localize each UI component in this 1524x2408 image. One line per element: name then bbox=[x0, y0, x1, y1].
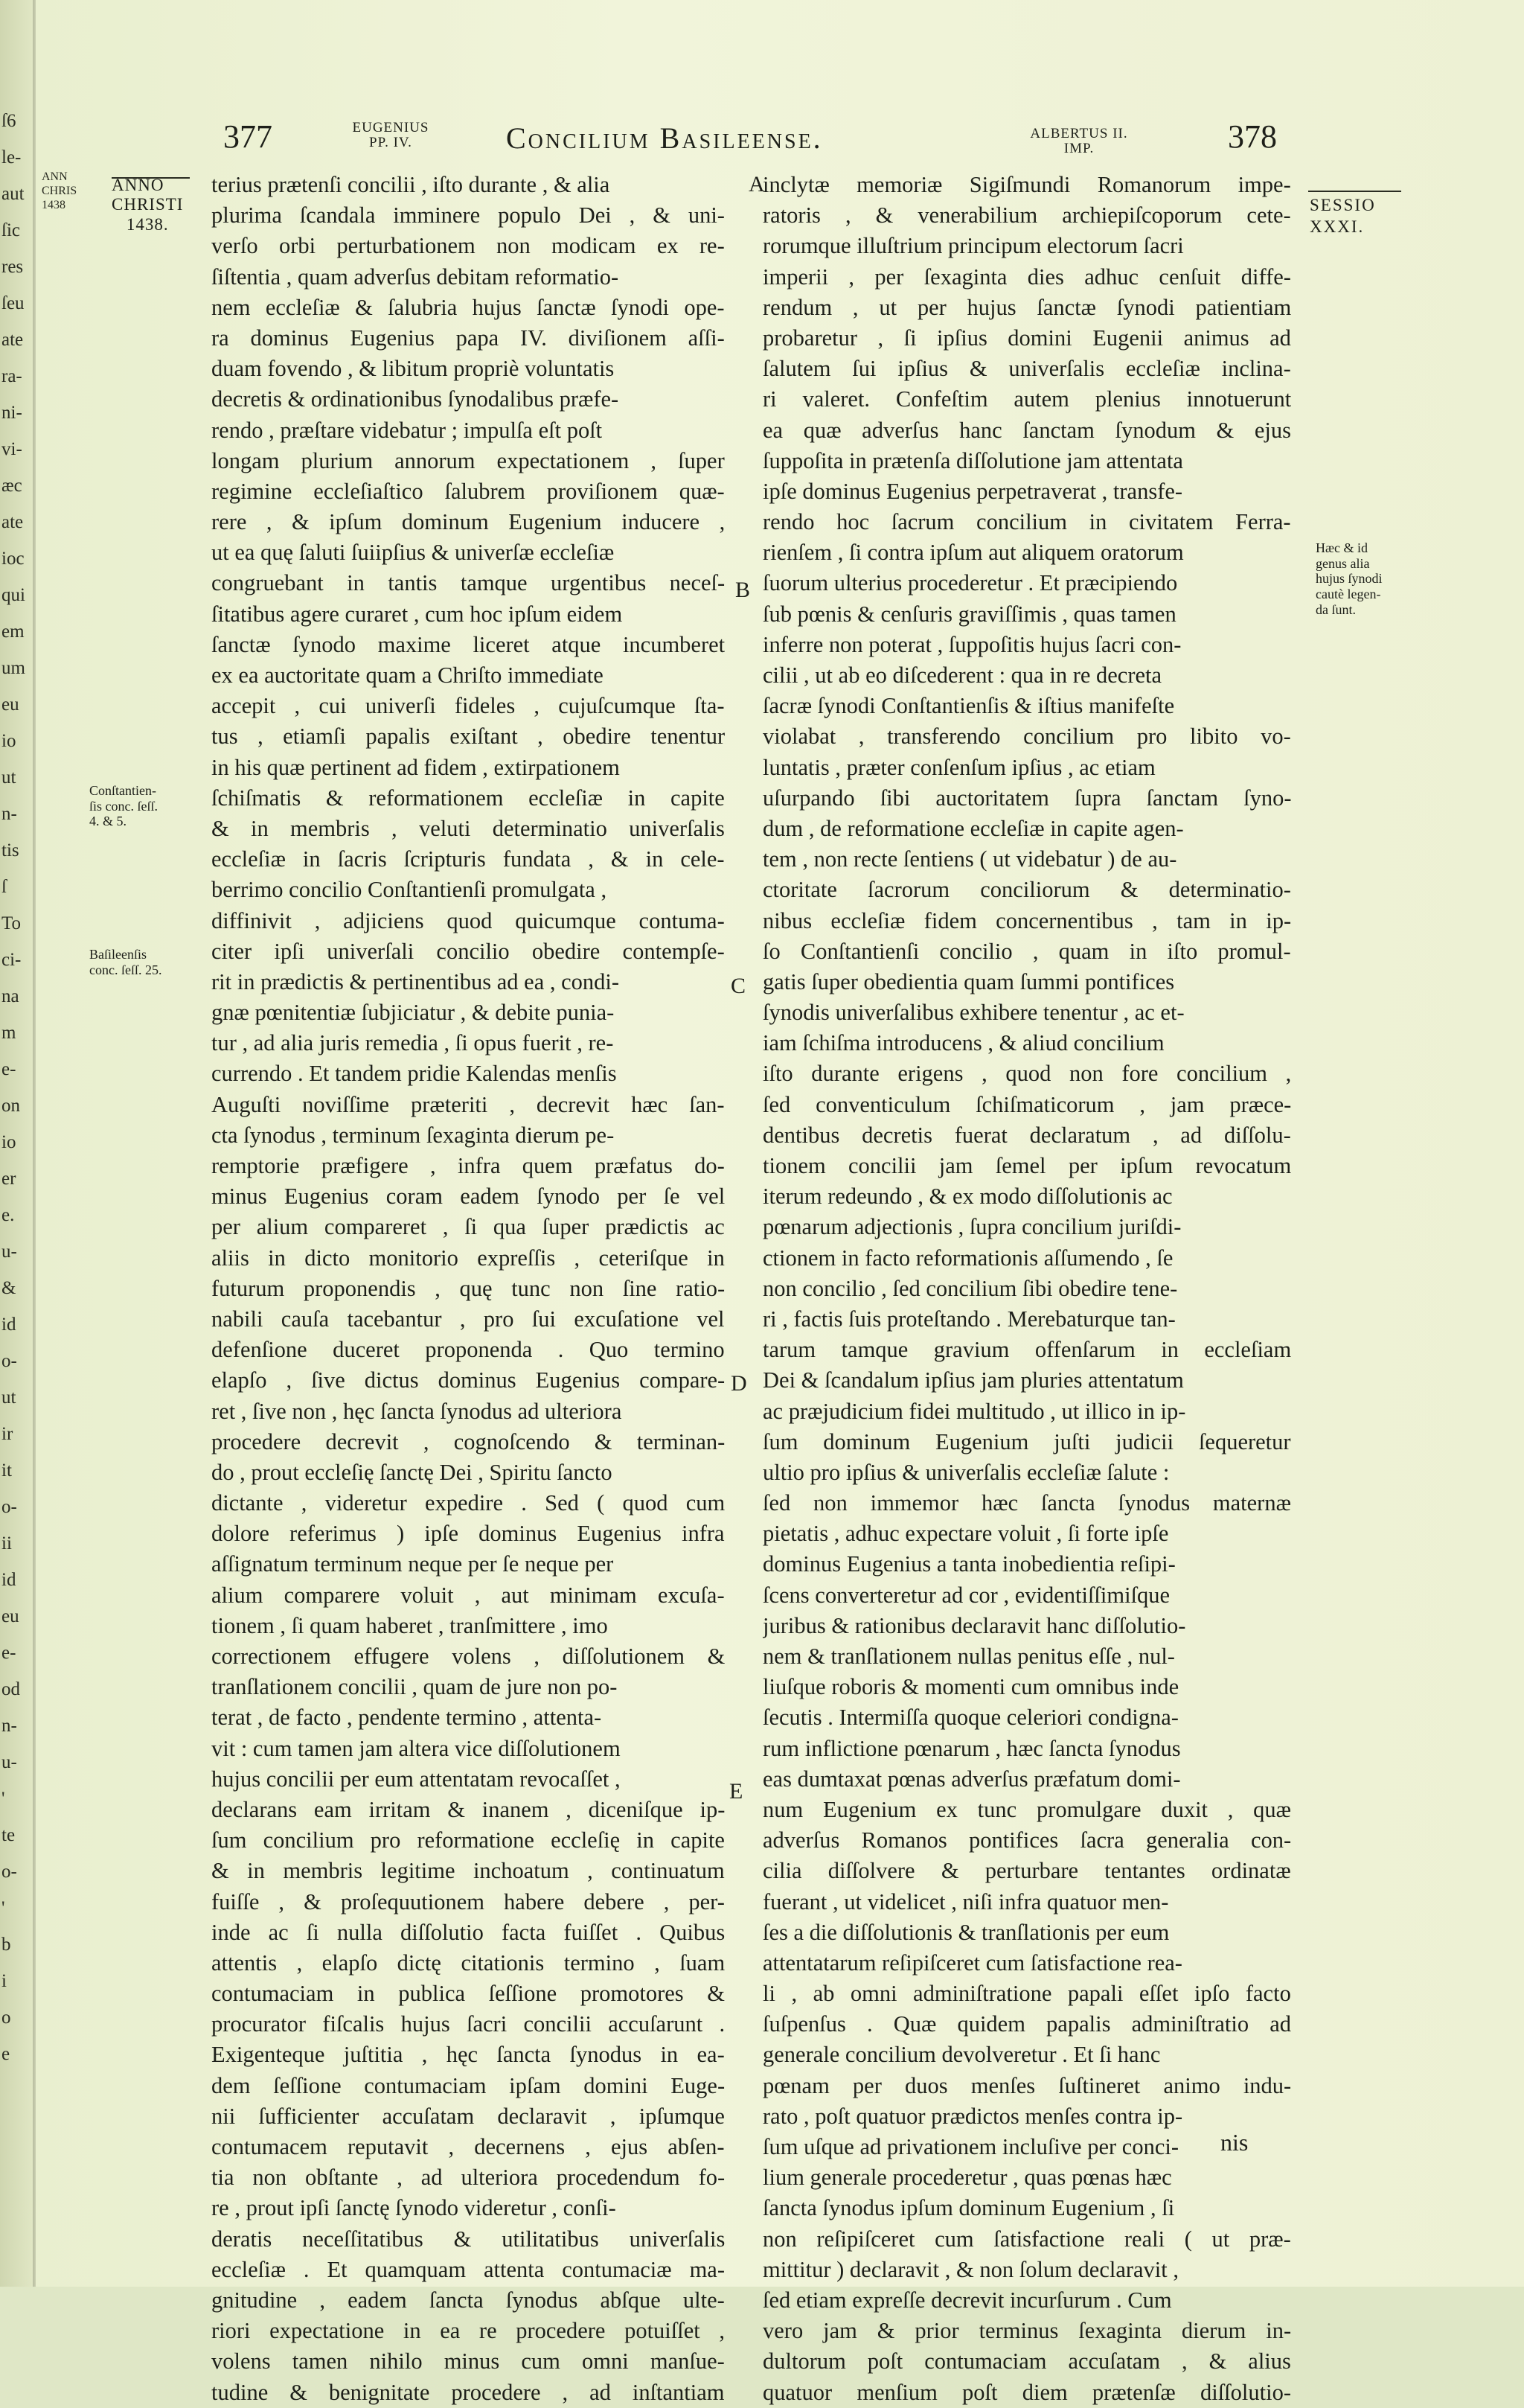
year-note-line: 1438. bbox=[126, 214, 169, 234]
text-line: ra dominus Eugenius papa IV. diviſionem aſſi- bbox=[211, 325, 725, 351]
text-line: ri valeret. Confeſtim autem plenius innotuerunt bbox=[763, 386, 1291, 412]
text-line: procurator fiſcalis hujus ſacri concilii accuſarunt . bbox=[211, 2011, 725, 2037]
section-letter-a: A bbox=[749, 172, 765, 197]
text-line: remptorie præfigere , infra quem præfatus do- bbox=[211, 1153, 725, 1178]
text-line: terat , de facto , pendente termino , attenta- bbox=[211, 1705, 602, 1731]
text-line: riori expectatione in ea re procedere potuiſſet , bbox=[211, 2318, 725, 2344]
text-line: nem eccleſiæ & ſalubria hujus ſanctæ ſynodi ope- bbox=[211, 294, 725, 320]
text-line: re , prout ipſi ſanctę ſynodo videretur , conſi- bbox=[211, 2195, 616, 2221]
text-line: decretis & ordinationibus ſynodalibus præfe- bbox=[211, 386, 619, 412]
text-line: Auguſti noviſſime præteriti , decrevit hæc ſan- bbox=[211, 1091, 725, 1117]
text-line: ipſe dominus Eugenius perpetraverat , transfe- bbox=[763, 478, 1183, 504]
text-line: eas dumtaxat pœnas adverſus præfatum domi- bbox=[763, 1766, 1181, 1792]
text-line: ſacræ ſynodi Conſtantienſis & iſtius manifeſte bbox=[763, 693, 1175, 719]
facing-page-fragment: id bbox=[1, 1315, 16, 1335]
text-line: ſuorum ulterius procederetur . Et præcipiendo bbox=[763, 570, 1178, 596]
text-line: eccleſiæ . Et quamquam attenta contumaciæ ma- bbox=[211, 2256, 725, 2282]
header-rule-right bbox=[1308, 191, 1401, 192]
text-line: ſum concilium pro reformatione eccleſię in capite bbox=[211, 1827, 725, 1853]
facing-page-fragment: u- bbox=[1, 1242, 17, 1262]
facing-page-fragment: aut bbox=[1, 184, 25, 204]
text-line: per alium compareret , ſi qua ſuper prædictis ac bbox=[211, 1214, 725, 1240]
section-letter-d: D bbox=[731, 1371, 747, 1396]
facing-page-fragment: id bbox=[1, 1570, 16, 1590]
text-line: ex ea auctoritate quam a Chriſto immediate bbox=[211, 662, 603, 688]
text-line: accepit , cui univerſi fideles , cujuſcumque ſta- bbox=[211, 693, 725, 719]
facing-page-fragment: u- bbox=[1, 1752, 17, 1772]
facing-page-margin-note: ANN CHRIS 1438 bbox=[42, 170, 77, 212]
text-line: in his quæ pertinent ad fidem , extirpationem bbox=[211, 754, 620, 780]
margin-note-line: Hæc & id bbox=[1316, 540, 1368, 555]
text-line: cilii , ut ab eo diſcederent : qua in re decreta bbox=[763, 662, 1162, 688]
facing-page-fragment: To bbox=[1, 913, 22, 933]
text-line: dolore referimus ) ipſe dominus Eugenius infra bbox=[211, 1521, 725, 1547]
facing-page-fragment: n- bbox=[1, 1716, 17, 1736]
facing-page-fragment: ir bbox=[1, 1424, 13, 1444]
year-note bbox=[112, 176, 183, 234]
margin-note-line: hujus ſynodi bbox=[1316, 571, 1383, 587]
text-line: non concilio , ſed concilium ſibi obedire tene- bbox=[763, 1275, 1178, 1301]
text-line: ſiſtentia , quam adverſus debitam reformatio- bbox=[211, 264, 619, 290]
facing-page-fragment: tis bbox=[1, 840, 19, 860]
text-line: ri , factis ſuis proteſtando . Merebaturque tan- bbox=[763, 1306, 1176, 1332]
text-line: cta ſynodus , terminum ſexaginta dierum pe- bbox=[211, 1122, 615, 1148]
facing-page-fragment: ſeu bbox=[1, 293, 25, 313]
text-line: ſed conventiculum ſchiſmaticorum , jam præce- bbox=[763, 1091, 1291, 1117]
text-line: alium comparere voluit , aut minimam excuſa- bbox=[211, 1582, 725, 1608]
facing-page-fragment: ut bbox=[1, 767, 16, 788]
text-line: rendo , præſtare videbatur ; impulſa eſt poſt bbox=[211, 417, 603, 443]
session-note-line: SESSIO bbox=[1310, 196, 1376, 214]
text-line: duam fovendo , & libitum propriè voluntatis bbox=[211, 356, 615, 382]
page-header bbox=[0, 118, 1524, 162]
text-line: aſſignatum terminum neque per ſe neque per bbox=[211, 1551, 614, 1577]
text-line: generale concilium devolveretur . Et ſi hanc bbox=[763, 2042, 1161, 2068]
text-line: tarum tamque gravium offenſarum in eccleſiam bbox=[763, 1337, 1291, 1363]
year-note-line: CHRISTI bbox=[112, 195, 184, 214]
text-line: rato , poſt quatuor prædictos menſes contra ip- bbox=[763, 2103, 1183, 2129]
text-line: num Eugenium ex tunc promulgare duxit , quæ bbox=[763, 1796, 1291, 1822]
facing-page-fragment: ate bbox=[1, 512, 24, 532]
text-line: ſuppoſita in prætenſa diſſolutione jam attentata bbox=[763, 447, 1183, 473]
facing-page-fragment: on bbox=[1, 1096, 20, 1116]
text-line: hujus concilii per eum attentatam revocaſſet , bbox=[211, 1766, 621, 1792]
text-line: & in membris , veluti determinatio univerſalis bbox=[211, 815, 725, 841]
text-line: tur , ad alia juris remedia , ſi opus fuerit , re- bbox=[211, 1030, 614, 1056]
facing-page-fragment: o bbox=[1, 2008, 11, 2028]
text-line: cilia diſſolvere & perturbare tentantes ordinatæ bbox=[763, 1858, 1291, 1884]
text-line: tia non obſtante , ad ulteriora procedendum fo- bbox=[211, 2165, 725, 2191]
section-letter-b: B bbox=[735, 578, 751, 602]
facing-page-fragment: e. bbox=[1, 1205, 15, 1225]
text-line: rienſem , ſi contra ipſum aut aliquem oratorum bbox=[763, 540, 1184, 566]
text-line: lium generale procederetur , quas pœnas hæc bbox=[763, 2165, 1172, 2191]
text-line: vit : cum tamen jam altera vice diſſolutionem bbox=[211, 1735, 621, 1761]
facing-page-fragment: ' bbox=[1, 1789, 5, 1809]
text-line: terius prætenſi concilii , iſto durante , & alia bbox=[211, 172, 610, 197]
facing-page-fragment: io bbox=[1, 1132, 16, 1152]
facing-page-fragment: ioc bbox=[1, 549, 25, 569]
year-note-line: ANNO bbox=[112, 176, 164, 194]
text-line: plurima ſcandala imminere populo Dei , & uni- bbox=[211, 202, 725, 229]
text-column-right bbox=[763, 170, 1291, 2408]
text-line: ſancta ſynodus ipſum dominum Eugenium , ſi bbox=[763, 2195, 1175, 2221]
facing-page-fragment: ra- bbox=[1, 366, 22, 386]
facing-page-fragment: qui bbox=[1, 585, 25, 605]
text-line: aliis in dicto monitorio expreſſis , ceteriſque in bbox=[211, 1245, 725, 1271]
text-line: ctoritate ſacrorum conciliorum & determinatio- bbox=[763, 877, 1291, 903]
facing-page-fragment: eu bbox=[1, 694, 19, 715]
text-line: probaretur , ſi ipſius domini Eugenii animus ad bbox=[763, 325, 1291, 351]
text-line: vero jam & prior terminus ſexaginta dierum in- bbox=[763, 2318, 1291, 2344]
margin-note-line: Conſtantien- bbox=[89, 783, 156, 798]
text-line: iterum redeundo , & ex modo diſſolutionis ac bbox=[763, 1184, 1173, 1210]
text-line: ſynodis univerſalibus exhibere tenentur , ac et- bbox=[763, 1000, 1185, 1026]
session-note bbox=[1310, 195, 1376, 238]
text-line: do , prout eccleſię ſanctę Dei , Spiritu ſancto bbox=[211, 1459, 612, 1485]
margin-note-line: Baſileenſis bbox=[89, 947, 147, 962]
text-line: pœnarum adjectionis , ſupra concilium juriſdi- bbox=[763, 1214, 1182, 1240]
text-line: Dei & ſcandalum ipſius jam pluries attentatum bbox=[763, 1367, 1184, 1393]
text-line: mittitur ) declaravit , & non ſolum declaravit , bbox=[763, 2256, 1179, 2282]
text-line: gnitudine , eadem ſancta ſynodus abſque ulte- bbox=[211, 2287, 725, 2313]
margin-note-caution bbox=[1316, 540, 1397, 617]
text-line: adverſus Romanos pontifices ſacra generalia con- bbox=[763, 1827, 1291, 1853]
text-line: dem ſeſſione contumaciam ipſam domini Euge- bbox=[211, 2072, 725, 2098]
facing-page-fragment: res bbox=[1, 257, 24, 277]
facing-page-fragment: e- bbox=[1, 1059, 16, 1079]
facing-page-fragment: b bbox=[1, 1935, 11, 1955]
text-line: volens tamen nihilo minus cum omni manſue- bbox=[211, 2348, 725, 2375]
facing-page-fragment: ſic bbox=[1, 220, 20, 240]
facing-page-fragment: m bbox=[1, 1023, 16, 1043]
text-line: futurum proponendis , quę tunc non ſine ratio- bbox=[211, 1275, 725, 1301]
facing-page-fragment: ſ bbox=[1, 877, 7, 897]
text-line: ſo Conſtantienſi concilio , quam in iſto promul- bbox=[763, 938, 1291, 964]
text-line: iam ſchiſma introducens , & aliud concilium bbox=[763, 1030, 1165, 1056]
text-line: tus , etiamſi papalis exiſtant , obedire tenentur bbox=[211, 724, 725, 750]
text-line: inferre non poterat , ſuppoſitis hujus ſacri con- bbox=[763, 631, 1182, 657]
margin-note-line: da ſunt. bbox=[1316, 601, 1356, 617]
facing-page-fragment: ni- bbox=[1, 403, 22, 423]
text-line: ret , ſive non , hęc ſancta ſynodus ad ulteriora bbox=[211, 1398, 622, 1424]
facing-page-fragment: ut bbox=[1, 1387, 16, 1408]
text-line: juribus & rationibus declaravit hanc diſſolutio- bbox=[763, 1612, 1186, 1638]
facing-page-fragment: o- bbox=[1, 1862, 17, 1882]
text-line: ſes a die diſſolutionis & tranſlationis per eum bbox=[763, 1919, 1170, 1945]
section-letter-e: E bbox=[729, 1779, 743, 1804]
header-pope: EUGENIUS PP. IV. bbox=[352, 120, 429, 150]
text-line: inclytæ memoriæ Sigiſmundi Romanorum impe- bbox=[763, 172, 1291, 197]
facing-page-fragment: er bbox=[1, 1169, 16, 1189]
text-line: defenſione duceret proponenda . Quo termino bbox=[211, 1337, 725, 1363]
text-line: fuerant , ut videlicet , niſi infra quatuor men- bbox=[763, 1888, 1169, 1914]
facing-page-fragment: ſ6 bbox=[1, 111, 16, 131]
header-emperor: ALBERTUS II. IMP. bbox=[1030, 126, 1128, 156]
text-line: rere , & ipſum dominum Eugenium inducere , bbox=[211, 509, 725, 535]
text-line: correctionem effugere volens , diſſolutionem & bbox=[211, 1644, 725, 1669]
text-line: rendum , ut per hujus ſanctæ ſynodi patientiam bbox=[763, 294, 1291, 320]
text-line: ratoris , & venerabilium archiepiſcoporum cete- bbox=[763, 202, 1291, 229]
text-line: minus Eugenius coram eadem ſynodo per ſe vel bbox=[211, 1184, 725, 1210]
text-line: ſcens converteretur ad cor , evidentiſſimiſque bbox=[763, 1582, 1171, 1608]
text-line: liuſque roboris & momenti cum omnibus inde bbox=[763, 1674, 1179, 1700]
text-line: rorumque illuſtrium principum electorum ſacri bbox=[763, 233, 1184, 259]
text-line: nem & tranſlationem nullas penitus eſſe , nul- bbox=[763, 1644, 1175, 1669]
text-line: ultio pro ipſius & univerſalis eccleſiæ ſalute : bbox=[763, 1459, 1170, 1485]
text-line: verſo orbi perturbationem non modicam ex re- bbox=[211, 233, 725, 259]
text-line: currendo . Et tandem pridie Kalendas menſis bbox=[211, 1061, 617, 1087]
text-line: dominus Eugenius a tanta inobedientia reſipi- bbox=[763, 1551, 1176, 1577]
text-line: ſecutis . Intermiſſa quoque celeriori condigna- bbox=[763, 1705, 1179, 1731]
text-line: tudine & benignitate procedere , ad inſtantiam bbox=[211, 2379, 725, 2405]
page-number-right: 378 bbox=[1228, 118, 1277, 155]
text-line: quatuor menſium poſt diem prætenſæ diſſolutio- bbox=[763, 2379, 1291, 2405]
facing-page-fragment: o- bbox=[1, 1497, 17, 1517]
text-line: ſuſpenſus . Quæ quidem papalis adminiſtratio ad bbox=[763, 2011, 1291, 2037]
margin-note-line: conc. ſeſſ. 25. bbox=[89, 962, 162, 977]
page-number-left: 377 bbox=[223, 118, 272, 155]
text-line: berrimo concilio Conſtantienſi promulgata , bbox=[211, 877, 607, 903]
text-line: rum inflictione pœnarum , hæc ſancta ſynodus bbox=[763, 1735, 1181, 1761]
text-line: ea quæ adverſus hanc ſanctam ſynodum & ejus bbox=[763, 417, 1291, 443]
margin-note-constantiensis bbox=[89, 783, 201, 829]
text-line: tranſlationem concilii , quam de jure non po- bbox=[211, 1674, 618, 1700]
facing-page-fragment: eu bbox=[1, 1606, 19, 1626]
facing-page-fragment: um bbox=[1, 658, 25, 678]
text-line: nibus eccleſiæ fidem concernentibus , tam in ip- bbox=[763, 907, 1291, 933]
facing-page-fragment: io bbox=[1, 731, 16, 751]
page-title: Concilium Basileense. bbox=[506, 121, 823, 155]
text-line: dum , de reformatione eccleſiæ in capite agen- bbox=[763, 815, 1184, 841]
text-line: iſto durante erigens , quod non fore concilium , bbox=[763, 1061, 1291, 1087]
facing-page-fragment: ci- bbox=[1, 950, 22, 970]
text-line: nabili cauſa tacebantur , pro ſui excuſatione vel bbox=[211, 1306, 725, 1332]
margin-note-line: genus alia bbox=[1316, 555, 1370, 571]
text-line: tionem , ſi quam haberet , tranſmittere , imo bbox=[211, 1612, 608, 1638]
facing-page-fragment: n- bbox=[1, 804, 17, 824]
text-line: ſchiſmatis & reformationem eccleſiæ in capite bbox=[211, 785, 725, 811]
text-line: citer ipſi univerſali concilio obedire contempſe- bbox=[211, 938, 725, 964]
text-line: Exigenteque juſtitia , hęc ſancta ſynodus in ea- bbox=[211, 2042, 725, 2068]
text-line: dictante , videretur expedire . Sed ( quod cum bbox=[211, 1490, 725, 1516]
text-line: dentibus decretis fuerat declaratum , ad diſſolu- bbox=[763, 1122, 1291, 1148]
facing-page-fragment: e- bbox=[1, 1643, 16, 1663]
text-line: imperii , per ſexaginta dies adhuc cenſuit diffe- bbox=[763, 264, 1291, 290]
text-line: ſum uſque ad privationem incluſive per conci- bbox=[763, 2134, 1179, 2159]
text-line: ſalutem ſui ipſius & univerſalis eccleſiæ inclina- bbox=[763, 356, 1291, 382]
text-line: gnæ pœnitentiæ ſubjiciatur , & debite punia- bbox=[211, 1000, 615, 1026]
text-line: & in membris legitime inchoatum , continuatum bbox=[211, 1858, 725, 1884]
facing-page-fragment: na bbox=[1, 986, 19, 1006]
facing-page-fragment: it bbox=[1, 1460, 12, 1481]
text-line: pœnam per duos menſes ſuſtineret animo indu- bbox=[763, 2072, 1291, 2098]
text-line: non reſipiſceret cum ſatisfactione reali ( ut præ- bbox=[763, 2226, 1291, 2252]
text-line: ſum dominum Eugenium juſti judicii ſequeretur bbox=[763, 1428, 1291, 1454]
text-line: luntatis , præter conſenſum ipſius , ac etiam bbox=[763, 754, 1156, 780]
section-letter-c: C bbox=[731, 974, 746, 998]
facing-page-fragment: æc bbox=[1, 476, 22, 496]
facing-page-fragment: em bbox=[1, 622, 25, 642]
text-line: diffinivit , adjiciens quod quicumque contuma- bbox=[211, 907, 725, 933]
facing-page-fragment: i bbox=[1, 1971, 7, 1991]
text-line: ſed etiam expreſſe decrevit incurſurum . Cum bbox=[763, 2287, 1172, 2313]
text-line: ſub pœnis & cenſuris graviſſimis , quas tamen bbox=[763, 601, 1176, 627]
text-line: violabat , transferendo concilium pro libito vo- bbox=[763, 724, 1291, 750]
text-line: dultorum poſt contumaciam accuſatam , & alius bbox=[763, 2348, 1291, 2375]
text-line: gatis ſuper obedientia quam ſummi pontifices bbox=[763, 968, 1175, 994]
facing-page-fragment: te bbox=[1, 1825, 16, 1845]
text-line: regimine eccleſiaſtico ſalubrem proviſionem quæ- bbox=[211, 478, 725, 504]
session-note-line: XXXI. bbox=[1310, 217, 1365, 236]
margin-note-line: ſis conc. ſeſſ. bbox=[89, 798, 158, 814]
text-line: congruebant in tantis tamque urgentibus neceſ- bbox=[211, 570, 725, 596]
text-line: tem , non recte ſentiens ( ut videbatur ) de au- bbox=[763, 846, 1177, 872]
text-line: ſanctæ ſynodo maxime liceret atque incumberet bbox=[211, 631, 725, 657]
margin-note-basileensis bbox=[89, 947, 201, 977]
text-line: ac præjudicium fidei multitudo , ut illico in ip- bbox=[763, 1398, 1186, 1424]
facing-page-fragment: ii bbox=[1, 1533, 12, 1553]
text-line: contumacem reputavit , decernens , ejus abſen- bbox=[211, 2134, 725, 2159]
text-line: elapſo , ſive dictus dominus Eugenius compare- bbox=[211, 1367, 725, 1393]
text-line: rendo hoc ſacrum concilium in civitatem Ferra- bbox=[763, 509, 1291, 535]
text-line: pietatis , adhuc expectare voluit , ſi forte ipſe bbox=[763, 1521, 1169, 1547]
text-line: ctionem in facto reformationis aſſumendo , ſe bbox=[763, 1245, 1174, 1271]
facing-page-fragment: ' bbox=[1, 1898, 5, 1918]
text-line: li , ab omni adminiſtratione papali eſſet ipſo facto bbox=[763, 1981, 1291, 2007]
facing-page-fragment: o- bbox=[1, 1351, 17, 1371]
facing-page-fragment: le- bbox=[1, 147, 22, 167]
text-line: procedere decrevit , cognoſcendo & terminan- bbox=[211, 1428, 725, 1454]
facing-page-edge bbox=[0, 0, 36, 2287]
text-line: rit in prædictis & pertinentibus ad ea , condi- bbox=[211, 968, 620, 994]
text-line: ſitatibus agere curaret , cum hoc ipſum eidem bbox=[211, 601, 623, 627]
facing-page-fragment: ate bbox=[1, 330, 24, 350]
text-line: deratis neceſſitatibus & utilitatibus univerſalis bbox=[211, 2226, 725, 2252]
catchword: nis bbox=[1220, 2129, 1249, 2156]
text-line: ſed non immemor hæc ſancta ſynodus maternæ bbox=[763, 1490, 1291, 1516]
facing-page-fragment: e bbox=[1, 2044, 10, 2064]
text-line: inde ac ſi nulla diſſolutio facta fuiſſet . Quibus bbox=[211, 1919, 725, 1945]
margin-note-line: cautè legen- bbox=[1316, 587, 1381, 602]
text-line: uſurpando ſibi auctoritatem ſupra ſanctam ſyno- bbox=[763, 785, 1291, 811]
facing-page-fragment: od bbox=[1, 1679, 20, 1699]
text-line: contumaciam in publica ſeſſione promotores & bbox=[211, 1981, 725, 2007]
text-line: longam plurium annorum expectationem , ſuper bbox=[211, 447, 725, 473]
text-line: attentis , elapſo dictę citationis termino , ſuam bbox=[211, 1949, 725, 1976]
text-line: attentatarum reſipiſceret cum ſatisfactione rea- bbox=[763, 1949, 1182, 1976]
text-line: tionem concilii jam ſemel per ipſum revocatum bbox=[763, 1153, 1291, 1178]
text-line: eccleſiæ in ſacris ſcripturis fundata , & in cele- bbox=[211, 846, 725, 872]
text-line: ut ea quę ſaluti ſuiipſius & univerſæ eccleſiæ bbox=[211, 540, 615, 566]
text-line: declarans eam irritam & inanem , diceniſque ip- bbox=[211, 1796, 725, 1822]
facing-page-fragment: & bbox=[1, 1278, 16, 1298]
text-column-left bbox=[211, 170, 725, 2408]
facing-page-fragment: vi- bbox=[1, 439, 22, 459]
text-line: fuiſſe , & proſequutionem habere debere , per- bbox=[211, 1888, 725, 1914]
margin-note-line: 4. & 5. bbox=[89, 814, 127, 829]
text-line: nii ſufficienter accuſatam declaravit , ipſumque bbox=[211, 2103, 725, 2129]
